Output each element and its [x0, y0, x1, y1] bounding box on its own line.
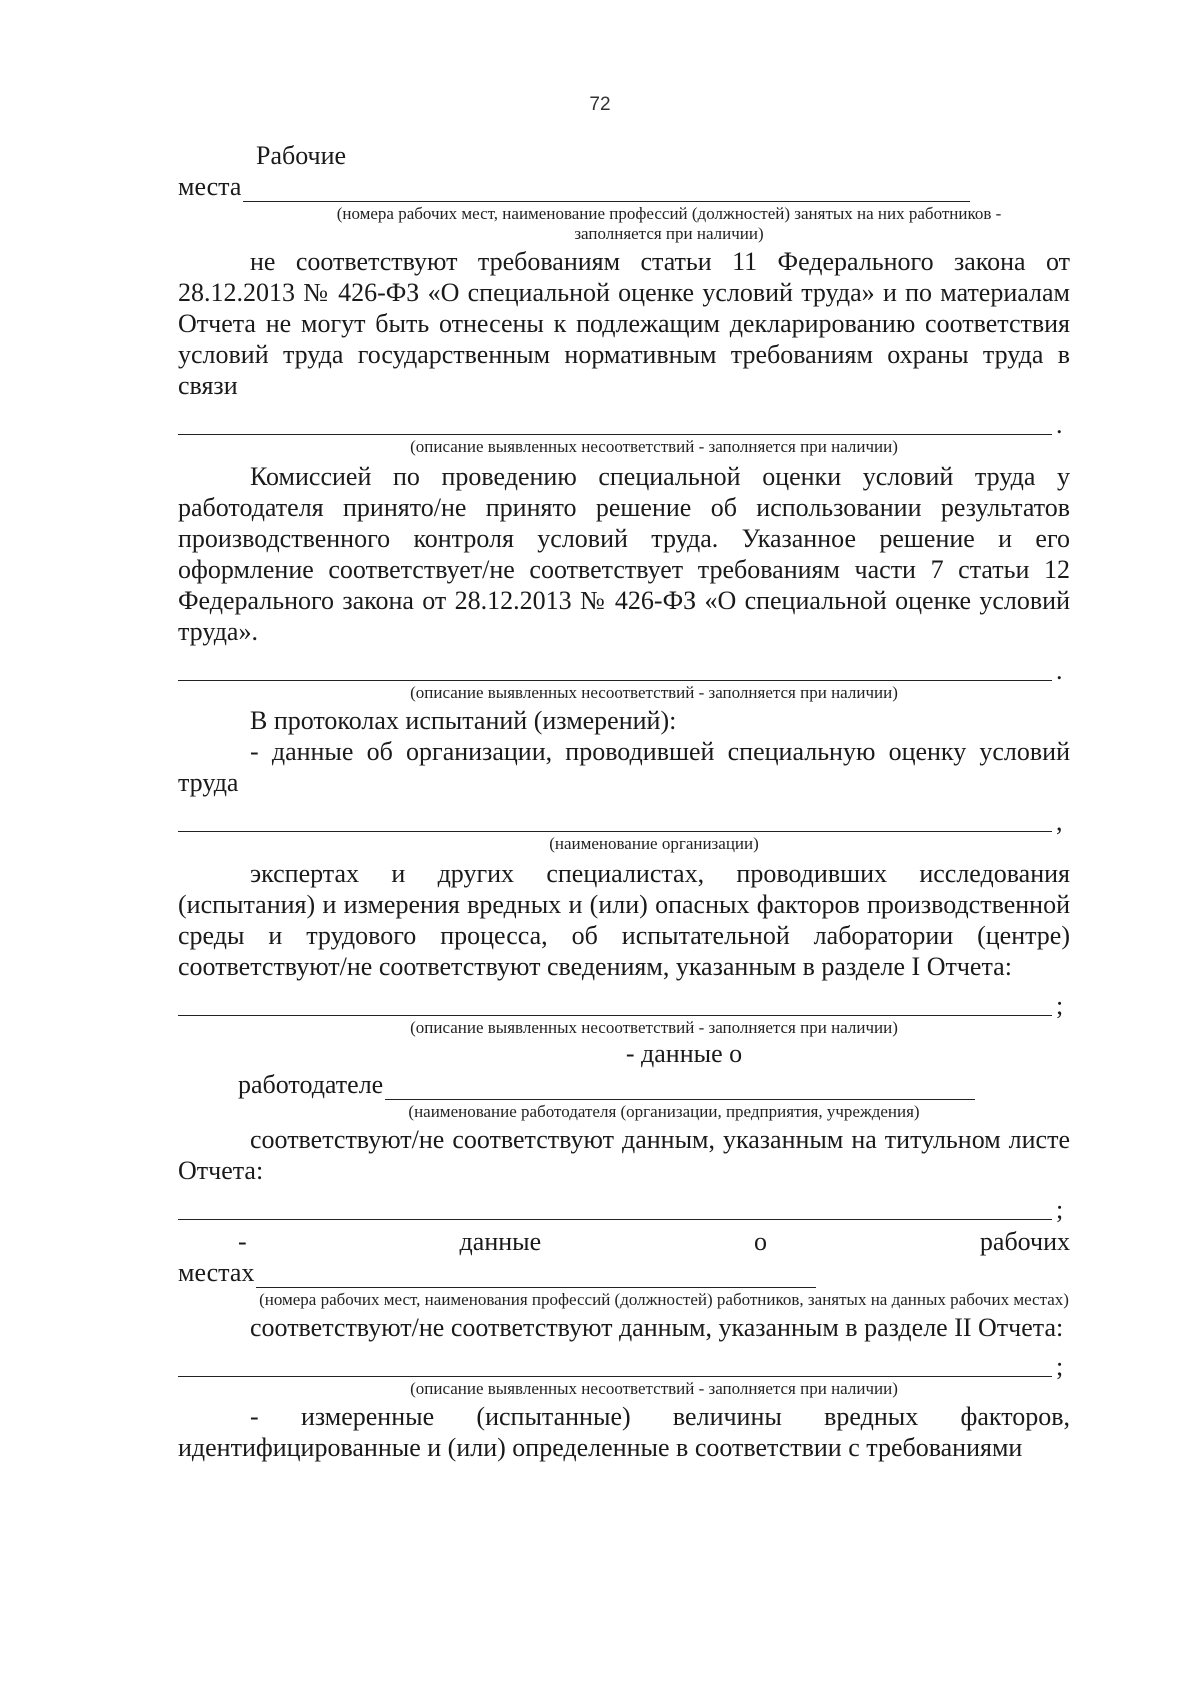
- protocols-heading: В протоколах испытаний (измерений):: [250, 706, 677, 735]
- document-body: [178, 140, 1070, 1463]
- organization-caption: (наименование организации): [549, 834, 759, 853]
- workplace-noncompliance-caption: (описание выявленных несоответствий - заполняется при наличии): [410, 1379, 898, 1398]
- commission-end-mark: .: [1056, 656, 1063, 685]
- workplace-blank: [178, 1343, 1070, 1381]
- noncompliance-blank: [178, 401, 1070, 439]
- workplaces-caption: (номера рабочих мест, наименование профессий (должностей) занятых на них работников - заполняется при наличии): [336, 204, 1002, 243]
- employer-blank: [178, 1186, 1070, 1224]
- workplace-blank-line-2: [178, 1352, 1052, 1377]
- employer-blank-line: [385, 1075, 975, 1100]
- employer-field: [178, 1069, 1070, 1100]
- employer-blank-line-2: [178, 1195, 1052, 1220]
- experts-caption: (описание выявленных несоответствий - заполняется при наличии): [410, 1018, 898, 1037]
- organization-blank-line: [178, 807, 1052, 832]
- workplace-data-work: рабочих: [979, 1227, 1070, 1256]
- page-number: 72: [589, 94, 611, 115]
- noncompliance-paragraph: не соответствуют требованиям статьи 11 Федерального закона от 28.12.2013 № 426-ФЗ «О специальной оценке условий труда» и по материалам Отчета не могут быть отнесены к подлежащим декларированию соответствия условий труда государственным нормативным требованиям охраны труда в связи: [178, 247, 1070, 400]
- noncompliance-caption: (описание выявленных несоответствий - заполняется при наличии): [410, 437, 898, 456]
- workplace-field: [178, 1257, 1070, 1288]
- commission-caption: (описание выявленных несоответствий - заполняется при наличии): [410, 683, 898, 702]
- experts-paragraph: экспертах и других специалистах, проводивших исследования (испытания) и измерения вредных и (или) опасных факторов производственной среды и трудового процесса, об испытательной лаборатории (центре) соответствуют/не соответствуют сведениям, указанным в разделе I Отчета:: [178, 859, 1070, 981]
- workplace-end-mark: ;: [1056, 1352, 1064, 1381]
- workplaces-blank-line: [243, 177, 970, 202]
- organization-item: - данные об организации, проводившей специальную оценку условий труда: [178, 737, 1070, 797]
- workplace-paragraph: соответствуют/не соответствуют данным, указанным в разделе II Отчета:: [250, 1313, 1064, 1342]
- commission-blank-line: [178, 656, 1052, 681]
- workplace-data-o: о: [754, 1227, 768, 1256]
- workplaces-field-label: места: [178, 172, 242, 201]
- organization-blank: [178, 798, 1070, 836]
- employer-end-mark: ;: [1056, 1195, 1064, 1224]
- workplace-caption: (номера рабочих мест, наименования профессий (должностей) работников, занятых на данных рабочих местах): [259, 1290, 1069, 1309]
- employer-item-start: - данные о: [625, 1039, 743, 1068]
- noncompliance-blank-line: [178, 410, 1052, 435]
- employer-paragraph: соответствуют/не соответствуют данным, указанным на титульном листе Отчета:: [178, 1125, 1070, 1185]
- experts-blank: [178, 982, 1070, 1020]
- experts-end-mark: ;: [1056, 991, 1064, 1020]
- noncompliance-end-mark: .: [1056, 410, 1063, 439]
- workplaces-field: [178, 171, 1070, 202]
- workplace-field-label: местах: [178, 1258, 255, 1287]
- workplace-blank-line: [256, 1263, 816, 1288]
- employer-caption: (наименование работодателя (организации, предприятия, учреждения): [408, 1102, 920, 1121]
- workplaces-label: Рабочие: [256, 141, 347, 170]
- experts-blank-line: [178, 991, 1052, 1016]
- employer-field-label: работодателе: [238, 1070, 384, 1099]
- workplace-data-word: данные: [459, 1227, 542, 1256]
- organization-end-mark: ,: [1056, 807, 1063, 836]
- measured-values-paragraph: - измеренные (испытанные) величины вредных факторов, идентифицированные и (или) определенные в соответствии с требованиями: [178, 1402, 1070, 1462]
- commission-paragraph: Комиссией по проведению специальной оценки условий труда у работодателя принято/не принято решение об использовании результатов производственного контроля условий труда. Указанное решение и его оформление соответствует/не соответствует требованиям части 7 статьи 12 Федерального закона от 28.12.2013 № 426-ФЗ «О специальной оценке условий труда».: [178, 462, 1070, 646]
- workplace-data-row: [178, 1226, 1070, 1257]
- workplace-data-dash: -: [238, 1227, 247, 1256]
- commission-blank: [178, 647, 1070, 685]
